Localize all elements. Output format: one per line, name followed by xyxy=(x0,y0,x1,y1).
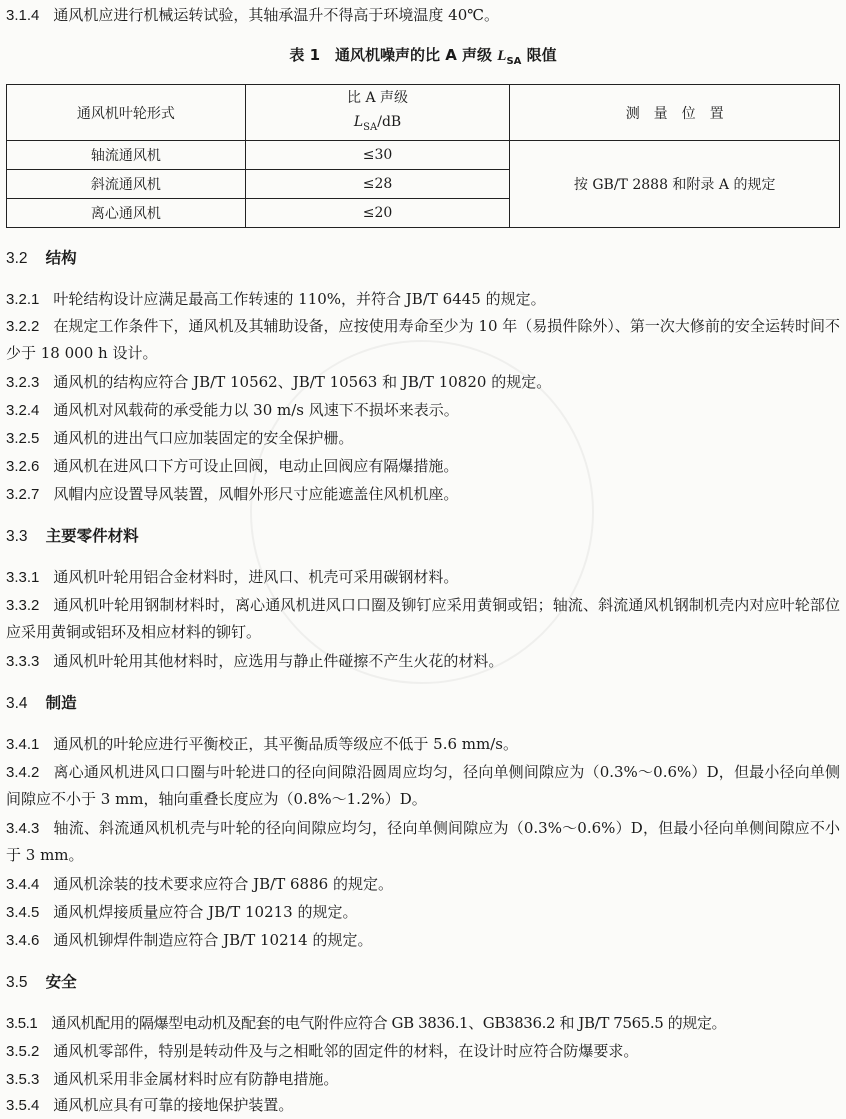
clause-number: 3.2.4 xyxy=(6,402,40,419)
clause-number: 3.2.2 xyxy=(6,318,40,335)
section-title: 主要零件材料 xyxy=(45,527,139,545)
section-number: 3.5 xyxy=(6,974,28,991)
table-caption xyxy=(0,44,846,67)
clause-3-5-4 xyxy=(6,1092,840,1119)
clause-3-2-3 xyxy=(6,369,840,396)
clause-3-5-1 xyxy=(6,1010,840,1037)
impeller-type-cell: 斜流通风机 xyxy=(7,170,246,199)
clause-3-2-2 xyxy=(6,313,840,367)
clause-3-2-4 xyxy=(6,397,840,424)
section-heading-3-2 xyxy=(6,245,840,272)
table-header-row xyxy=(7,85,840,141)
clause-text: 通风机焊接质量应符合 JB/T 10213 的规定。 xyxy=(53,903,358,921)
clause-text: 通风机采用非金属材料时应有防静电措施。 xyxy=(53,1070,339,1088)
clause-text: 通风机配用的隔爆型电动机及配套的电气附件应符合 GB 3836.1、GB3836.2 和 JB/T 7565.5 的规定。 xyxy=(51,1014,727,1032)
clause-number: 3.4.4 xyxy=(6,876,40,893)
clause-text: 在规定工作条件下，通风机及其辅助设备，应按使用寿命至少为 10 年（易损件除外）、第一次大修前的安全运转时间不少于 18 000 h 设计。 xyxy=(6,317,840,362)
clause-number: 3.3.2 xyxy=(6,597,40,614)
section-heading-3-5 xyxy=(6,969,840,996)
clause-number: 3.2.6 xyxy=(6,458,40,475)
clause-text: 通风机应进行机械运转试验，其轴承温升不得高于环境温度 40℃。 xyxy=(53,6,500,24)
section-heading-3-4 xyxy=(6,690,840,717)
clause-text: 离心通风机进风口口圈与叶轮进口的径向间隙沿圆周应均匀，径向单侧间隙应为（0.3%～0.6%）D，但最小径向单侧间隙应不小于 3 mm，轴向重叠长度应为（0.8%～1.2%）D。 xyxy=(6,763,840,808)
clause-text: 通风机的结构应符合 JB/T 10562、JB/T 10563 和 JB/T 10820 的规定。 xyxy=(53,373,552,391)
header-subscript: SA xyxy=(363,121,378,133)
clause-3-4-5 xyxy=(6,899,840,926)
clause-number: 3.2.7 xyxy=(6,486,40,503)
sound-level-cell: ≤30 xyxy=(245,141,510,170)
section-title: 结构 xyxy=(45,249,77,267)
clause-3-2-7 xyxy=(6,481,840,508)
clause-text: 通风机对风载荷的承受能力以 30 m/s 风速下不损坏来表示。 xyxy=(53,401,459,419)
clause-3-3-2 xyxy=(6,592,840,646)
sound-level-cell: ≤20 xyxy=(245,199,510,228)
clause-text: 通风机的进出气口应加装固定的安全保护栅。 xyxy=(53,429,354,447)
section-number: 3.3 xyxy=(6,528,28,545)
clause-number: 3.2.5 xyxy=(6,430,40,447)
impeller-type-cell: 离心通风机 xyxy=(7,199,246,228)
clause-number: 3.4.1 xyxy=(6,736,40,753)
clause-text: 轴流、斜流通风机机壳与叶轮的径向间隙应均匀，径向单侧间隙应为（0.3%～0.6%）D，但最小径向单侧间隙应不小于 3 mm。 xyxy=(6,819,840,864)
clause-number: 3.1.4 xyxy=(6,7,40,24)
noise-limit-table xyxy=(6,84,840,228)
caption-symbol: L xyxy=(497,48,507,64)
clause-number: 3.5.3 xyxy=(6,1071,40,1088)
clause-number: 3.5.1 xyxy=(6,1015,38,1032)
table-row xyxy=(7,141,840,170)
clause-3-4-1 xyxy=(6,731,840,758)
measure-position-cell: 按 GB/T 2888 和附录 A 的规定 xyxy=(510,141,840,228)
clause-3-2-1 xyxy=(6,286,840,313)
caption-suffix: 限值 xyxy=(521,46,557,64)
header-sound-level-line1: 比 A 声级 xyxy=(347,89,409,106)
caption-text: 表 1 通风机噪声的比 A 声级 xyxy=(289,46,498,64)
section-title: 制造 xyxy=(45,694,77,712)
clause-text: 通风机在进风口下方可设止回阀，电动止回阀应有隔爆措施。 xyxy=(53,457,459,475)
clause-text: 通风机叶轮用其他材料时，应选用与静止件碰擦不产生火花的材料。 xyxy=(53,652,504,670)
clause-text: 通风机的叶轮应进行平衡校正，其平衡品质等级应不低于 5.6 mm/s。 xyxy=(53,735,518,753)
clause-text: 通风机铆焊件制造应符合 JB/T 10214 的规定。 xyxy=(53,931,373,949)
clause-3-4-4 xyxy=(6,871,840,898)
clause-number: 3.4.3 xyxy=(6,820,40,837)
sound-level-cell: ≤28 xyxy=(245,170,510,199)
clause-number: 3.4.6 xyxy=(6,932,40,949)
clause-3-3-3 xyxy=(6,648,840,675)
clause-number: 3.3.1 xyxy=(6,569,40,586)
clause-number: 3.2.1 xyxy=(6,291,40,308)
clause-text: 叶轮结构设计应满足最高工作转速的 110%，并符合 JB/T 6445 的规定。 xyxy=(53,290,546,308)
header-symbol: L xyxy=(353,113,364,130)
clause-3-4-2 xyxy=(6,759,840,813)
clause-number: 3.5.4 xyxy=(6,1097,40,1114)
clause-text: 通风机叶轮用铝合金材料时，进风口、机壳可采用碳钢材料。 xyxy=(53,568,459,586)
clause-text: 通风机叶轮用钢制材料时，离心通风机进风口口圈及铆钉应采用黄铜或铝；轴流、斜流通风机钢制机壳内对应叶轮部位应采用黄铜或铝环及相应材料的铆钉。 xyxy=(6,596,840,641)
clause-3-3-1 xyxy=(6,564,840,591)
clause-number: 3.2.3 xyxy=(6,374,40,391)
header-measure-position: 测 量 位 置 xyxy=(510,85,840,141)
caption-subscript: SA xyxy=(506,56,522,67)
header-sound-level-line2 xyxy=(246,110,510,140)
clause-3-1-4 xyxy=(6,2,840,29)
clause-number: 3.4.5 xyxy=(6,904,40,921)
clause-text: 通风机零部件，特别是转动件及与之相毗邻的固定件的材料，在设计时应符合防爆要求。 xyxy=(53,1042,639,1060)
impeller-type-cell: 轴流通风机 xyxy=(7,141,246,170)
clause-number: 3.4.2 xyxy=(6,764,40,781)
clause-3-5-3 xyxy=(6,1066,840,1093)
section-title: 安全 xyxy=(45,973,77,991)
header-sound-level xyxy=(245,85,510,141)
header-impeller-type: 通风机叶轮形式 xyxy=(7,85,246,141)
clause-number: 3.3.3 xyxy=(6,653,40,670)
clause-3-2-5 xyxy=(6,425,840,452)
clause-3-5-2 xyxy=(6,1038,840,1065)
section-heading-3-3 xyxy=(6,523,840,550)
clause-3-4-3 xyxy=(6,815,840,869)
section-number: 3.4 xyxy=(6,695,28,712)
section-number: 3.2 xyxy=(6,250,28,267)
clause-3-2-6 xyxy=(6,453,840,480)
clause-text: 通风机应具有可靠的接地保护装置。 xyxy=(53,1096,294,1114)
clause-text: 通风机涂装的技术要求应符合 JB/T 6886 的规定。 xyxy=(53,875,393,893)
clause-text: 风帽内应设置导风装置，风帽外形尺寸应能遮盖住风机机座。 xyxy=(53,485,459,503)
clause-3-4-6 xyxy=(6,927,840,954)
clause-number: 3.5.2 xyxy=(6,1043,40,1060)
header-unit: /dB xyxy=(377,113,402,130)
